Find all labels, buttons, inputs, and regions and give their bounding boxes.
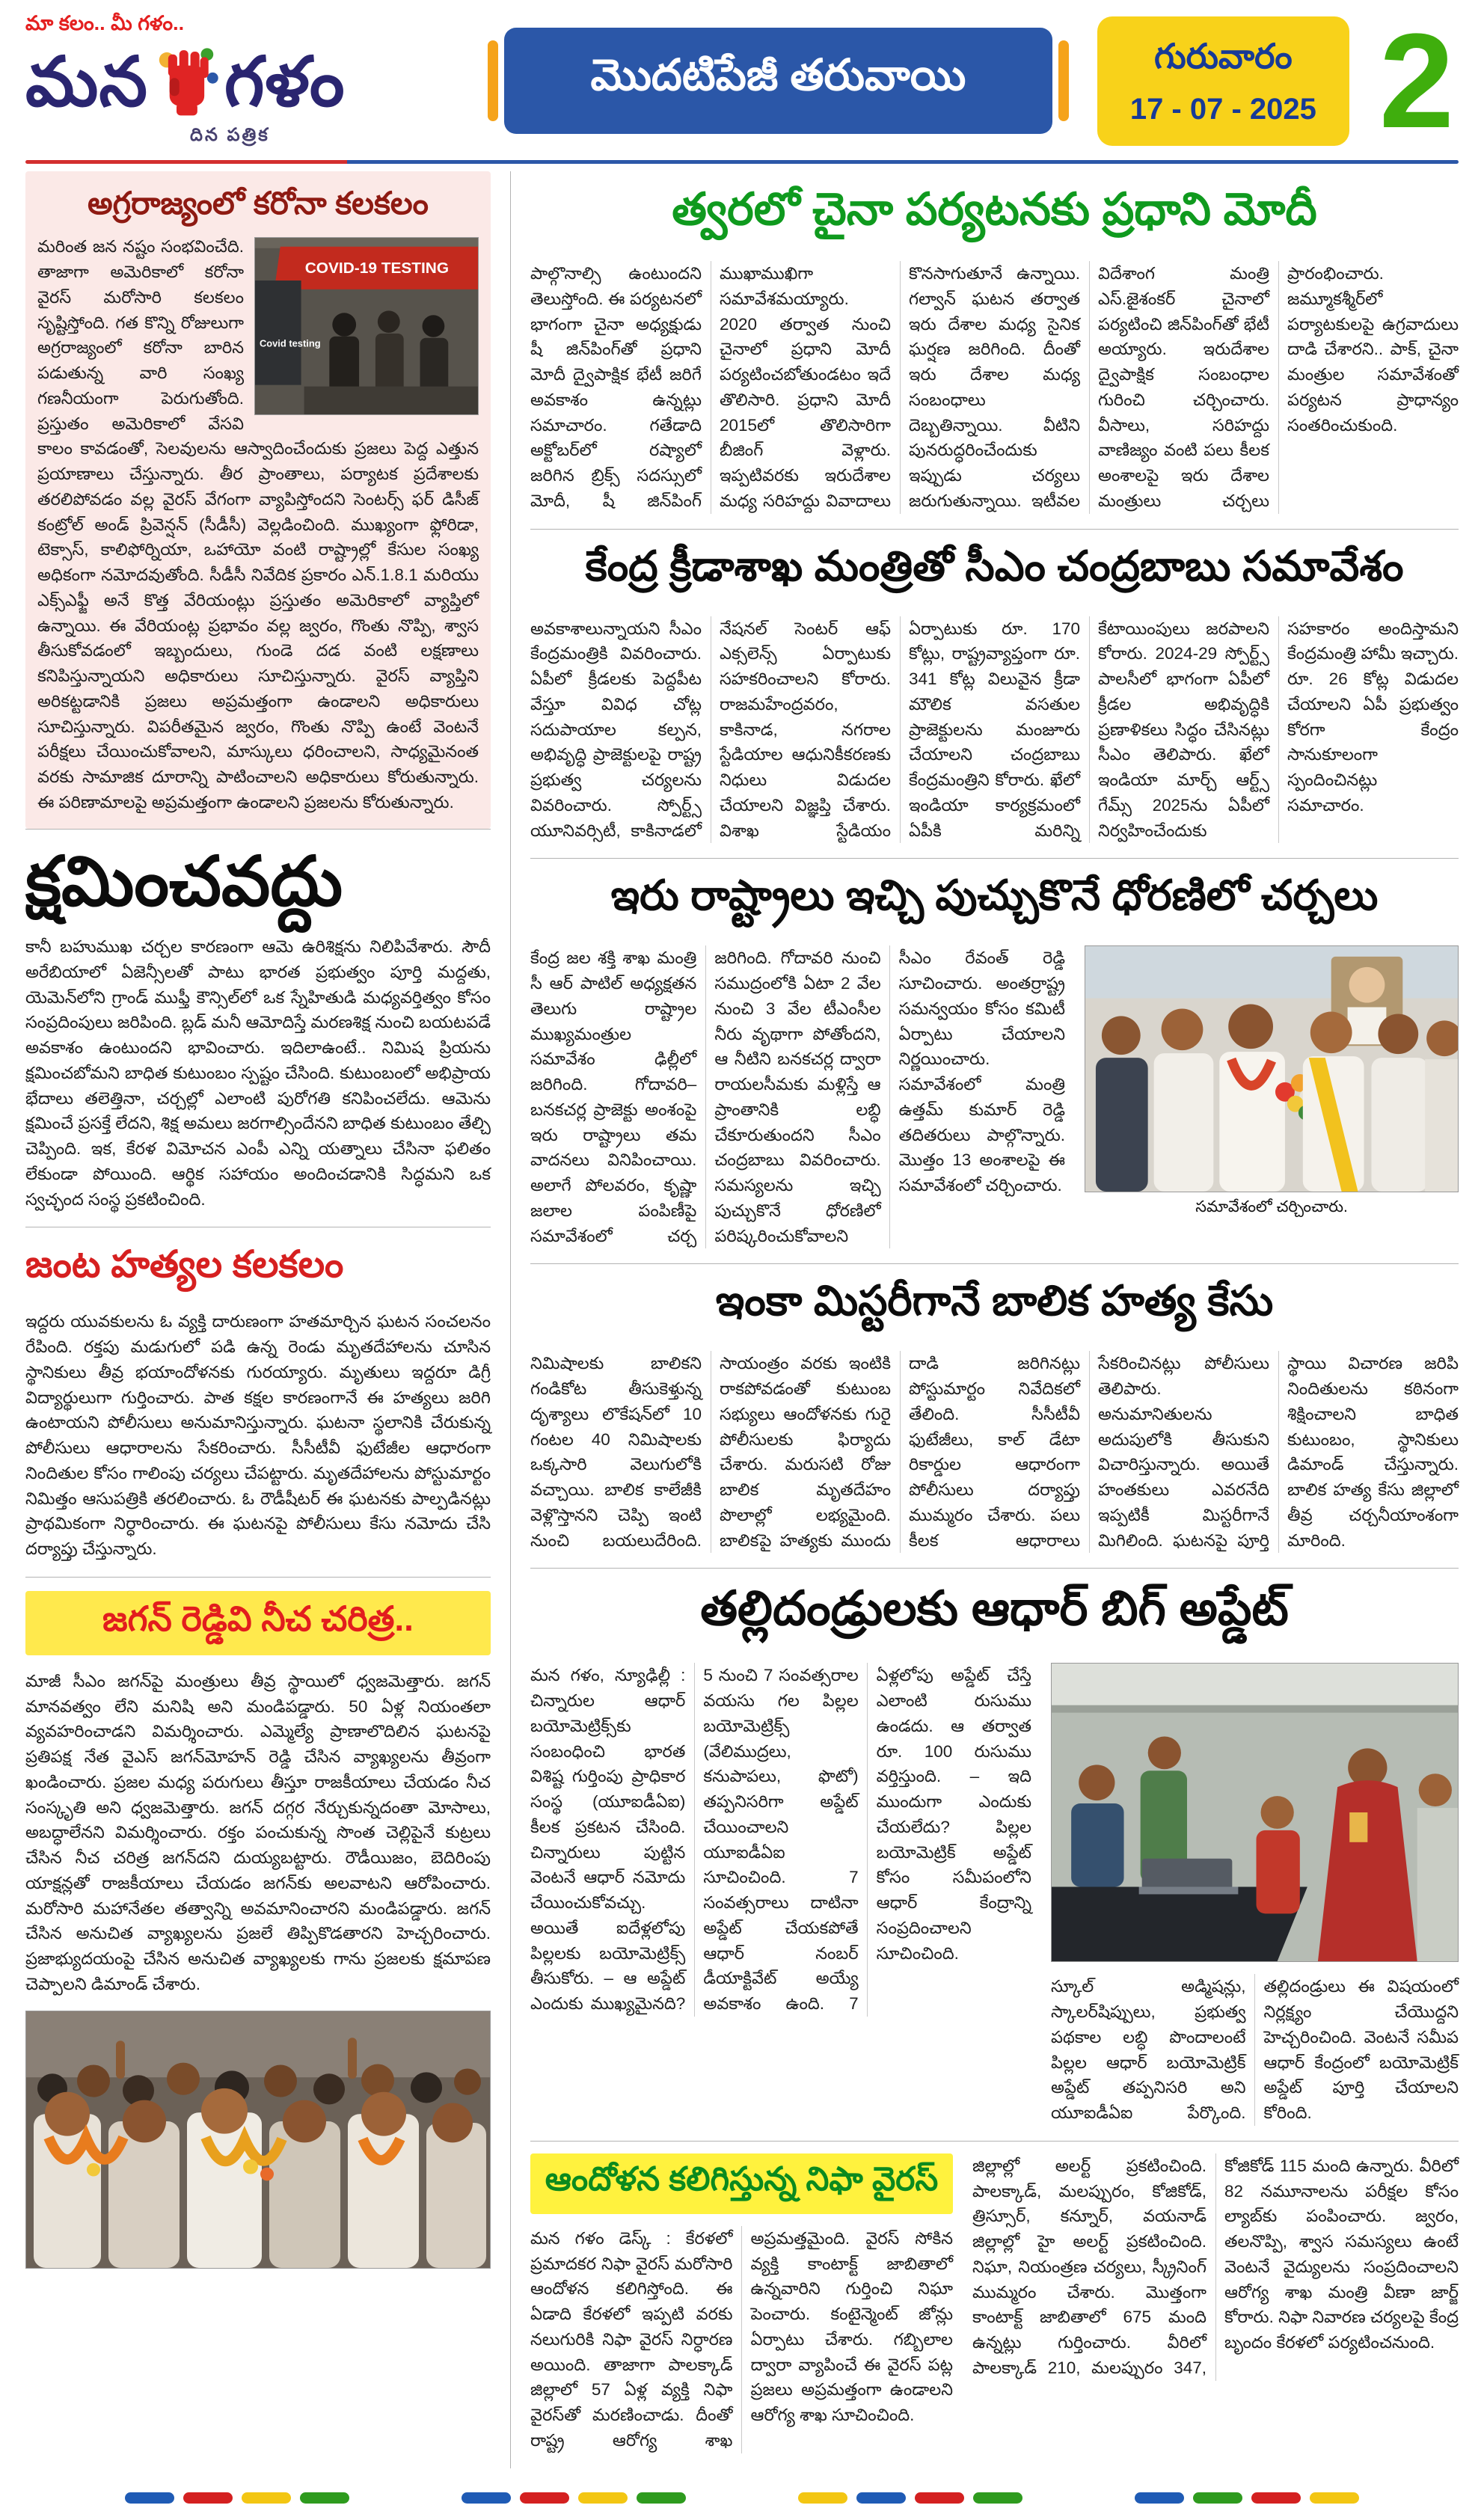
states-talks-body: కేంద్ర జల శక్తి శాఖ మంత్రి సీ ఆర్ పాటిల్ అధ్యక్షతన తెలుగు రాష్ట్రాల ముఖ్యమంత్రుల సమావేశం ఢిల్లీలో జరిగింది. గోదావరి–బనకచర్ల ప్రాజెక్టు అంశంపై ఇరు రాష్ట్రాలు తమ వాదనలు వినిపించాయి. అలాగే పోలవరం, కృష్ణా జలాల పంపిణీపై సమావేశంలో చర్చ జరిగింది. గోదావరి నుంచి సముద్రంలోకి ఏటా 2 వేల నుంచి 3 వేల టీఎంసీల నీరు వృథాగా పోతోందని, ఆ నీటిని బనకచర్ల ద్వారా రాయలసీమకు మళ్లిస్తే ఆ ప్రాంతానికి లబ్ధి చేకూరుతుందని సీఎం చంద్రబాబు వివరించారు. సమస్యలను ఇచ్చి పుచ్చుకొనే ధోరణిలో పరిష్కరించుకోవాలని సీఎం రేవంత్ రెడ్డి సూచించారు. అంతర్రాష్ట్ర సమన్వయం కోసం కమిటీ ఏర్పాటు చేయాలని నిర్ణయించారు. సమావేశంలో మంత్రి ఉత్తమ్ కుమార్ రెడ్డి తదితరులు పాల్గొన్నారు. మొత్తం 13 అంశాలపై ఈ సమావేశంలో చర్చించారు. — [530, 948, 1065, 1245]
forgive-headline: క్షమించవద్దు — [25, 843, 343, 920]
footer-pill-group — [1135, 2492, 1359, 2504]
states-talks-headline: ఇరు రాష్ట్రాలు ఇచ్చి పుచ్చుకొనే ధోరణిలో చర్చలు — [610, 871, 1379, 919]
girl-murder-headline: ఇంకా మిస్టరీగానే బాలిక హత్య కేసు — [715, 1277, 1274, 1325]
cm-meeting-photo — [1085, 945, 1459, 1192]
newspaper-logo — [25, 42, 459, 123]
article-corona — [25, 171, 491, 829]
nipah-body-right: జిల్లాల్లో అలర్ట్ ప్రకటించింది. పాలక్కాడ్, మలప్పురం, కోజికోడ్, త్రిస్సూర్, కన్నూర్, వయనాడ్ జిల్లాల్లో హై అలర్ట్ ప్రకటించింది. నిఘా, నియంత్రణ చర్యలు, స్క్రీనింగ్ ముమ్మరం చేశారు. మొత్తంగా కాంటాక్ట్ జాబితాలో 675 మంది ఉన్నట్లు గుర్తించారు. వీరిలో పాలక్కాడ్ 210, మలప్పురం 347, కోజికోడ్ 115 మంది ఉన్నారు. వీరిలో 82 నమూనాలను పరీక్షల కోసం ల్యాబ్‌కు పంపించారు. జ్వరం, తలనొప్పి, శ్వాస సమస్యలు ఉంటే వెంటనే వైద్యులను సంప్రదించాలని ఆరోగ్య శాఖ మంత్రి వీణా జార్జ్ కోరారు. నిఫా నివారణ చర్యలపై కేంద్ర బృందం కేరళలో పర్యటించనుంది. — [972, 2156, 1459, 2377]
sports-meet-body: అవకాశాలున్నాయని సీఎం కేంద్రమంత్రికి వివరించారు. ఏపీలో క్రీడలకు పెద్దపీట వేస్తూ వివిధ చోట్ల సదుపాయాల కల్పన, అభివృద్ధి ప్రాజెక్టులపై రాష్ట్ర ప్రభుత్వ చర్యలను వివరించారు. స్పోర్ట్స్ యూనివర్సిటీ, కాకినాడలో నేషనల్ సెంటర్ ఆఫ్ ఎక్సలెన్స్ ఏర్పాటుకు సహకరించాలని కోరారు. రాజమహేంద్రవరం, కాకినాడ, నగరాల స్టేడియాల ఆధునికీకరణకు నిధులు విడుదల చేయాలని విజ్ఞప్తి చేశారు. విశాఖ స్టేడియం ఏర్పాటుకు రూ. 170 కోట్లు, రాష్ట్రవ్యాప్తంగా రూ. 341 కోట్ల విలువైన క్రీడా మౌలిక వసతుల ప్రాజెక్టులను మంజూరు చేయాలని చంద్రబాబు కేంద్రమంత్రిని కోరారు. ఖేలో ఇండియా కార్యక్రమంలో ఏపీకి మరిన్ని కేటాయింపులు జరపాలని కోరారు. 2024-29 స్పోర్ట్స్ పాలసీలో భాగంగా ఏపీలో క్రీడల అభివృద్ధికి ప్రణాళికలు సిద్ధం చేసినట్లు సీఎం తెలిపారు. ఖేలో ఇండియా మార్చ్ ఆర్ట్స్ గేమ్స్ 2025ను ఏపీలో నిర్వహించేందుకు సహకారం అందిస్తామని కేంద్రమంత్రి హామీ ఇచ్చారు. రూ. 26 కోట్ల విడుదల చేయాలని ఏపీ ప్రభుత్వం కోరగా కేంద్రం సానుకూలంగా స్పందించినట్లు సమాచారం. — [530, 619, 1459, 840]
meeting-photo-caption: సమావేశంలో చర్చించారు. — [1195, 1198, 1348, 1216]
logo-word-1: మన — [25, 44, 148, 121]
meeting-photo-figure — [1085, 945, 1459, 1220]
aadhaar-headline: తల్లిదండ్రులకు ఆధార్ బిగ్ అప్డేట్ — [700, 1581, 1289, 1636]
article-states-talks — [530, 858, 1459, 1263]
footer-pill-group — [462, 2492, 686, 2504]
article-modi-china — [530, 171, 1459, 529]
modi-china-body: పాల్గొనాల్సి ఉంటుందని తెలుస్తోంది. ఈ పర్యటనలో భాగంగా చైనా అధ్యక్షుడు షీ జిన్‌పింగ్‌తో ప్రధాని మోదీ ద్వైపాక్షిక భేటీ జరిగే అవకాశం ఉన్నట్లు సమాచారం. గతేడాది అక్టోబర్‌లో రష్యాలో జరిగిన బ్రిక్స్ సదస్సులో మోదీ, షీ జిన్‌పింగ్ ముఖాముఖిగా సమావేశమయ్యారు. 2020 తర్వాత నుంచి చైనాలో ప్రధాని మోదీ పర్యటించబోతుండటం ఇదే తొలిసారి. ప్రధాని మోదీ 2015లో తొలిసారిగా బీజింగ్ వెళ్లారు. ఇప్పటివరకు ఇరుదేశాల మధ్య సరిహద్దు వివాదాలు కొనసాగుతూనే ఉన్నాయి. గల్వాన్ ఘటన తర్వాత ఇరు దేశాల మధ్య సైనిక ఘర్షణ జరిగింది. దీంతో ఇరు దేశాల మధ్య సంబంధాలు దెబ్బతిన్నాయి. వీటిని పునరుద్ధరించేందుకు ఇప్పుడు చర్యలు జరుగుతున్నాయి. ఇటీవల విదేశాంగ మంత్రి ఎస్.జైశంకర్ చైనాలో పర్యటించి జిన్‌పింగ్‌తో భేటీ అయ్యారు. ఇరుదేశాల ద్వైపాక్షిక సంబంధాల గురించి చర్చించారు. వీసాలు, సరిహద్దు వాణిజ్యం వంటి పలు కీలక అంశాలపై ఇరు దేశాల మంత్రులు చర్చలు ప్రారంభించారు. జమ్మూకశ్మీర్‌లో పర్యాటకులపై ఉగ్రవాదులు దాడి చేశారని.. పాక్, చైనా మంత్రుల సమావేశంతో పర్యటన ప్రాధాన్యం సంతరించుకుంది. — [530, 264, 1459, 510]
article-aadhaar — [530, 1568, 1459, 2141]
fist-icon — [153, 42, 220, 123]
nipah-left-block — [530, 2153, 953, 2453]
article-twin-murders — [25, 1227, 491, 1577]
forgive-body: కానీ బహుముఖ చర్చల కారణంగా ఆమె ఉరిశిక్షను నిలిపివేశారు. సౌదీ అరేబియాలో ఏజెన్సీలతో పాటు భారత ప్రభుత్వం పూర్తి మద్దతు, యెమెన్‌లోని గ్రాండ్ ముఫ్తీ కౌన్సిల్‌లో ఒక స్నేహితుడి మధ్యవర్తిత్వం కోసం సంప్రదింపులు జరిపింది. బ్లడ్ మనీ ఆమోదిస్తే మరణశిక్ష నుంచి బయటపడే అవకాశం ఉంటుందని భావించారు. ఇదిలాఉంటే.. నిమిష ప్రియను క్షమించబోమని బాధిత కుటుంబం స్పష్టం చేసింది. కుటుంబంలో అభిప్రాయ భేదాలు తలెత్తినా, చర్చల్లో ఎలాంటి పురోగతి కనిపించలేదు. ఆమెను క్షమించే ప్రసక్తే లేదని, శిక్ష అమలు జరగాల్సిందేనని బాధిత కుటుంబం తేల్చి చెప్పింది. ఇక, కేరళ విమోచన ఎంపీ ఎన్ని యత్నాలు చేసినా ఫలితం లేకుండా పోయింది. ఆర్థిక సహాయం అందించడానికి సిద్ధమని ఒక స్వచ్ఛంద సంస్థ ప్రకటించింది. — [25, 937, 491, 1209]
left-column — [25, 171, 510, 2468]
logo-word-2: గళం — [224, 44, 346, 121]
jagan-body: మాజీ సీఎం జగన్‌పై మంత్రులు తీవ్ర స్థాయిలో ధ్వజమెత్తారు. జగన్ మానవత్వం లేని మనిషి అని మండిపడ్డారు. 50 ఏళ్ల నియంతలా వ్యవహరించాడని విమర్శించారు. ఎమ్మెల్యే ప్రాణాలొదిలిన ఘటనపై ప్రతిపక్ష నేత వైఎస్ జగన్‌మోహన్ రెడ్డి చేసిన వ్యాఖ్యలను తీవ్రంగా ఖండించారు. ప్రజల మధ్య పరుగులు తీస్తూ రాజకీయాలు చేయడం నీచ సంస్కృతి అని ధ్వజమెత్తారు. జగన్ దగ్గర నేర్చుకున్నదంతా మోసాలు, అబద్ధాలేనని విమర్శించారు. రక్తం పంచుకున్న సొంత చెల్లిపైనే కుట్రలు చేసిన నీచ చరిత్ర జగన్‌దని దుయ్యబట్టారు. రౌడీయిజం, బెదిరింపు యాక్షన్లతో రాజకీయాలు చేయడం జగన్‌కు అలవాటని ఆరోపించారు. మరోసారి మహానేతల తత్వాన్ని అవమానించారని మండిపడ్డారు. జగన్ చేసిన అనుచిత వ్యాఖ్యలను ప్రజలే తిప్పికొడతారని హెచ్చరించారు. ప్రజాభ్యుదయంపై చేసిన అనుచిత వ్యాఖ్యలకు గాను ప్రజలకు క్షమాపణ చెప్పాలని డిమాండ్ చేశారు. — [25, 1671, 491, 1993]
aadhaar-center-photo — [1051, 1663, 1459, 1962]
page-content — [0, 164, 1484, 2473]
covid-banner-text: COVID-19 TESTING — [304, 260, 450, 278]
footer-decoration — [0, 2473, 1484, 2520]
logo-block — [25, 12, 459, 150]
sports-meet-headline: కేంద్ర క్రీడాశాఖ మంత్రితో సీఎం చంద్రబాబు సమావేశం — [585, 542, 1404, 589]
article-girl-murder — [530, 1263, 1459, 1568]
right-column — [510, 171, 1459, 2468]
nipah-headline: ఆందోళన కలిగిస్తున్న నిఫా వైరస్ — [530, 2153, 953, 2214]
date-box — [1097, 16, 1349, 146]
aadhaar-right-block — [1051, 1663, 1459, 2126]
aadhaar-body-continued: స్కూల్ అడ్మిషన్లు, స్కాలర్‌షిప్పులు, ప్రభుత్వ పథకాల లబ్ధి పొందాలంటే పిల్లల ఆధార్ బయోమెట్రిక్ అప్డేట్ తప్పనిసరి అని యూఐడీఏఐ పేర్కొంది. తల్లిదండ్రులు ఈ విషయంలో నిర్లక్ష్యం చేయొద్దని హెచ్చరించింది. వెంటనే సమీప ఆధార్ కేంద్రంలో బయోమెట్రిక్ అప్డేట్ పూర్తి చేయాలని కోరింది. — [1051, 1977, 1459, 2122]
covid-testing-photo — [254, 237, 479, 415]
modi-china-headline: త్వరలో చైనా పర్యటనకు ప్రధాని మోదీ — [672, 184, 1317, 234]
article-jagan — [25, 1577, 491, 2284]
tagline: మా కలం.. మీ గళం.. — [25, 12, 185, 34]
masthead — [0, 0, 1484, 157]
crowd-photo — [25, 2011, 491, 2269]
corona-headline: అగ్రరాజ్యంలో కరోనా కలకలం — [88, 186, 429, 221]
covid-van-text: Covid testing — [259, 337, 321, 349]
footer-pill-group — [798, 2492, 1022, 2504]
footer-pill-group — [125, 2492, 349, 2504]
continuation-banner: మొదటిపేజీ తరువాయి — [504, 28, 1052, 134]
corona-body: మరింత జన నష్టం సంభవించేది. తాజాగా అమెరికాలో కరోనా వైరస్ మరోసారి కలకలం సృష్టిస్తోంది. గత కొన్ని రోజులుగా అగ్రరాజ్యంలో కరోనా బారిన పడుతున్న వారి సంఖ్య గణనీయంగా పెరుగుతోంది. ప్రస్తుతం అమెరికాలో వేసవి కాలం కావడంతో, సెలవులను ఆస్వాదించేందుకు ప్రజలు పెద్ద ఎత్తున ప్రయాణాలు చేస్తున్నారు. తీర ప్రాంతాలు, పర్యాటక ప్రదేశాలకు తరలిపోవడం వల్ల వైరస్ వేగంగా వ్యాపిస్తోందని సెంటర్స్ ఫర్ డిసీజ్ కంట్రోల్ అండ్ ప్రివెన్షన్ (సీడీసీ) వెల్లడించింది. ముఖ్యంగా ఫ్లోరిడా, టెక్సాస్, కాలిఫోర్నియా, ఒహాయో వంటి రాష్ట్రాల్లో కేసుల సంఖ్య అధికంగా నమోదవుతోంది. సీడీసీ నివేదిక ప్రకారం ఎన్.1.8.1 మరియు ఎక్స్ఎఫ్జీ అనే కొత్త వేరియంట్లు ప్రస్తుతం అమెరికాలో వ్యాప్తిలో ఉన్నాయి. ఈ వేరియంట్ల ప్రభావం వల్ల జ్వరం, గొంతు నొప్పి, శ్వాస తీసుకోవడంలో ఇబ్బందులు, గుండె దడ వంటి లక్షణాలు కనిపిస్తున్నాయని అధికారులు సూచిస్తున్నారు. వైరస్ వ్యాప్తిని అరికట్టడానికి ప్రజలు అప్రమత్తంగా ఉండాలని అధికారులు సూచిస్తున్నారు. విపరీతమైన జ్వరం, గొంతు నొప్పి ఉంటే వెంటనే పరీక్షలు చేయించుకోవాలని, మాస్కులు ధరించాలని, సాధ్యమైనంత వరకు సామాజిక దూరాన్ని పాటించాలని అధికారులు కోరుతున్నారు. ఈ పరిణామాలపై అప్రమత్తంగా ఉండాలని ప్రజలను కోరుతున్నారు. — [37, 237, 479, 812]
nipah-body-left: మన గళం డెస్క్ : కేరళలో ప్రమాదకర నిఫా వైరస్ మరోసారి ఆందోళన కలిగిస్తోంది. ఈ ఏడాది కేరళలో ఇప్పటి వరకు నలుగురికి నిఫా వైరస్ నిర్ధారణ అయింది. తాజాగా పాలక్కాడ్ జిల్లాలో 57 ఏళ్ల వ్యక్తి నిఫా వైరస్‌తో మరణించాడు. దీంతో రాష్ట్ర ఆరోగ్య శాఖ అప్రమత్తమైంది. వైరస్ సోకిన వ్యక్తి కాంటాక్ట్ జాబితాలో ఉన్నవారిని గుర్తించి నిఘా పెంచారు. కంటైన్మెంట్ జోన్లు ఏర్పాటు చేశారు. గబ్బిలాల ద్వారా వ్యాపించే ఈ వైరస్ పట్ల ప్రజలు అప్రమత్తంగా ఉండాలని ఆరోగ్య శాఖ సూచించింది. — [530, 2228, 953, 2450]
article-sports-meet — [530, 529, 1459, 859]
article-forgive — [25, 829, 491, 1227]
weekday-label: గురువారం — [1153, 36, 1293, 76]
article-nipah — [530, 2141, 1459, 2468]
page-number: 2 — [1379, 5, 1454, 156]
logo-subtitle: దిన పత్రిక — [190, 125, 270, 145]
girl-murder-body: నిమిషాలకు బాలికని గండికోట తీసుకెళ్తున్న దృశ్యాలు లొకేషన్‌లో 10 గంటల 40 నిమిషాలకు ఒక్కసారి వెలుగులోకి వచ్చాయి. బాలిక కాలేజీకి వెళ్లొస్తానని చెప్పి ఇంటి నుంచి బయలుదేరింది. సాయంత్రం వరకు ఇంటికి రాకపోవడంతో కుటుంబ సభ్యులు ఆందోళనకు గురై పోలీసులకు ఫిర్యాదు చేశారు. మరుసటి రోజు బాలిక మృతదేహం పొలాల్లో లభ్యమైంది. బాలికపై హత్యకు ముందు దాడి జరిగినట్లు పోస్టుమార్టం నివేదికలో తేలింది. సీసీటీవీ ఫుటేజీలు, కాల్ డేటా రికార్డుల ఆధారంగా పోలీసులు దర్యాప్తు ముమ్మరం చేశారు. పలు కీలక ఆధారాలు సేకరించినట్లు పోలీసులు తెలిపారు. అనుమానితులను అదుపులోకి తీసుకుని విచారిస్తున్నారు. అయితే హంతకులు ఎవరనేది ఇప్పటికీ మిస్టరీగానే మిగిలింది. ఘటనపై పూర్తి స్థాయి విచారణ జరిపి నిందితులను కఠినంగా శిక్షించాలని బాధిత కుటుంబం, స్థానికులు డిమాండ్ చేస్తున్నారు. బాలిక హత్య కేసు జిల్లాలో తీవ్ర చర్చనీయాంశంగా మారింది. — [530, 1354, 1459, 1550]
twin-murders-headline: జంట హత్యల కలకలం — [25, 1243, 344, 1286]
date-value: 17 - 07 - 2025 — [1129, 92, 1316, 126]
aadhaar-body: మన గళం, న్యూఢిల్లీ : చిన్నారుల ఆధార్ బయోమెట్రిక్స్‌కు సంబంధించి భారత విశిష్ట గుర్తింపు ప్రాధికార సంస్థ (యూఐడీఏఐ) కీలక ప్రకటన చేసింది. చిన్నారులు పుట్టిన వెంటనే ఆధార్ నమోదు చేయించుకోవచ్చు. అయితే ఐదేళ్లలోపు పిల్లలకు బయోమెట్రిక్స్ తీసుకోరు. – ఆ అప్డేట్ ఎందుకు ముఖ్యమైనది? 5 నుంచి 7 సంవత్సరాల వయసు గల పిల్లల బయోమెట్రిక్స్ (వేలిముద్రలు, కనుపాపలు, ఫొటో) తప్పనిసరిగా అప్డేట్ చేయించాలని యూఐడీఏఐ సూచించింది. 7 సంవత్సరాలు దాటినా అప్డేట్ చేయకపోతే ఆధార్ నంబర్ డీయాక్టివేట్ అయ్యే అవకాశం ఉంది. 7 ఏళ్లలోపు అప్డేట్ చేస్తే ఎలాంటి రుసుము ఉండదు. ఆ తర్వాత రూ. 100 రుసుము వర్తిస్తుంది. – ఇది ముందుగా ఎందుకు చేయలేదు? పిల్లల బయోమెట్రిక్ అప్డేట్ కోసం సమీపంలోని ఆధార్ కేంద్రాన్ని సంప్రదించాలని సూచించింది. — [530, 1666, 1031, 2013]
twin-murders-body: ఇద్దరు యువకులను ఓ వ్యక్తి దారుణంగా హతమార్చిన ఘటన సంచలనం రేపింది. రక్తపు మడుగులో పడి ఉన్న రెండు మృతదేహాలను చూసిన స్థానికులు తీవ్ర భయాందోళనకు గురయ్యారు. మృతులు ఇద్దరూ డిగ్రీ విద్యార్థులుగా గుర్తించారు. పాత కక్షల కారణంగానే ఈ హత్యలు జరిగి ఉంటాయని పోలీసులు అనుమానిస్తున్నారు. ఘటనా స్థలానికి చేరుకున్న పోలీసులు ఆధారాలను సేకరించారు. సీసీటీవీ ఫుటేజీల ఆధారంగా నిందితుల కోసం గాలింపు చర్యలు చేపట్టారు. మృతదేహాలను పోస్టుమార్టం నిమిత్తం ఆసుపత్రికి తరలించారు. ఓ రౌడీషీటర్ ఈ ఘటనకు పాల్పడినట్లు ప్రాథమికంగా నిర్ధారించారు. ఈ ఘటనపై పోలీసులు కేసు నమోదు చేసి దర్యాప్తు చేస్తున్నారు. — [25, 1312, 491, 1559]
jagan-headline: జగన్ రెడ్డివి నీచ చరిత్ర.. — [25, 1591, 491, 1655]
